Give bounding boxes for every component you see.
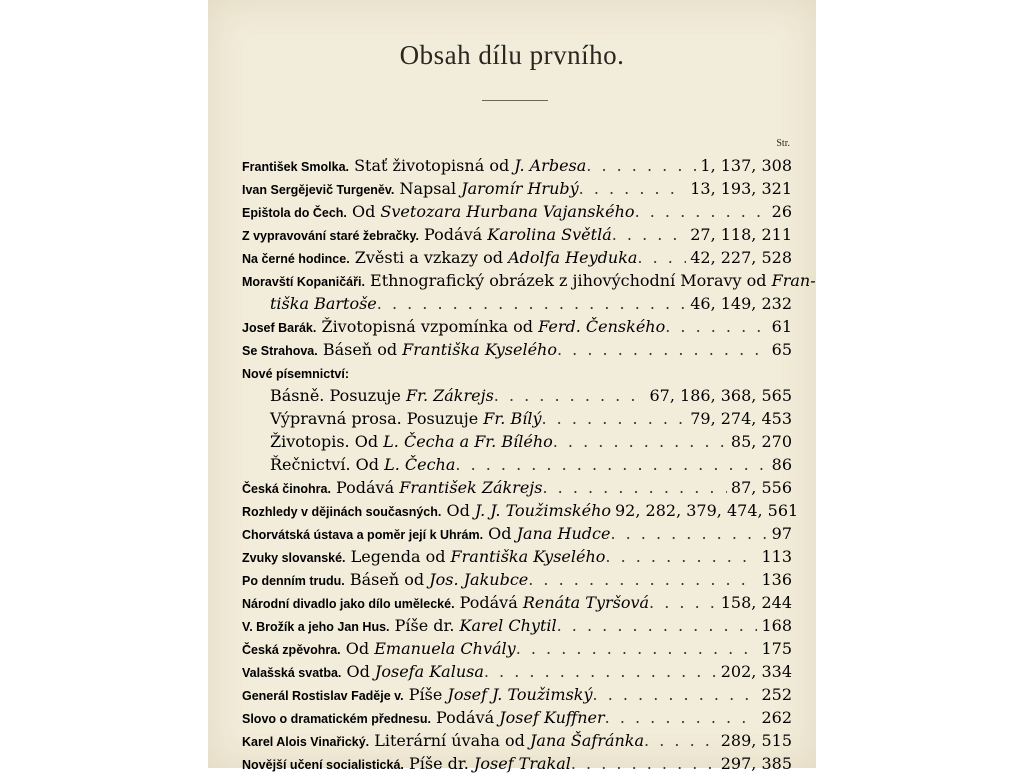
- toc-entry-pages: 168: [761, 616, 792, 635]
- toc-entry-author: Fr. Bílý: [478, 409, 542, 428]
- toc-entry-description: Od: [346, 202, 376, 221]
- dot-leader: [542, 478, 726, 497]
- dot-leader: [635, 202, 768, 221]
- dot-leader: [637, 248, 686, 267]
- toc-entry-pages: 86: [771, 455, 792, 474]
- toc-entry-description: Od: [483, 524, 512, 543]
- toc-entry: [242, 639, 792, 662]
- toc-entry-title: [270, 432, 553, 451]
- toc-entry-title: [270, 294, 377, 313]
- dot-leader: [553, 432, 727, 451]
- page-title: Obsah dílu prvního.: [399, 40, 625, 70]
- toc-entry-pages: 297, 385: [720, 754, 792, 773]
- toc-entry: [242, 478, 792, 501]
- toc-entry-title: [270, 409, 542, 428]
- toc-entry: [242, 593, 792, 616]
- toc-entry-description: Báseň od: [317, 340, 398, 359]
- dot-leader: [649, 593, 717, 612]
- toc-entry: [242, 317, 792, 340]
- toc-entry: [242, 662, 792, 685]
- document-page: [208, 0, 816, 773]
- toc-entry-author: Jos. Jakubce: [424, 570, 529, 589]
- toc-entry-pages: 65: [771, 340, 792, 359]
- toc-entry: [242, 179, 792, 202]
- toc-entry-description: Řečnictví. Od: [270, 455, 379, 474]
- toc-entry-author: Renáta Tyršová: [517, 593, 650, 612]
- toc-entry-title: [242, 524, 610, 543]
- toc-entry-title: [242, 731, 644, 750]
- dot-leader: [571, 754, 717, 773]
- toc-entry: [242, 225, 792, 248]
- toc-entry-pages: 175: [761, 639, 792, 658]
- toc-entry-heading: Česká činohra.: [242, 482, 331, 496]
- toc-entry: [242, 708, 792, 731]
- toc-entry: [242, 616, 792, 639]
- toc-entry-author: tiška Bartoše: [270, 294, 377, 313]
- toc-entry-heading: Epištola do Čech.: [242, 206, 347, 220]
- toc-entry-description: Napsal: [394, 179, 457, 198]
- toc-entry-description: Píše dr.: [389, 616, 455, 635]
- toc-entry-description: Životopisná vzpomínka od: [316, 317, 534, 336]
- toc-entry-heading: Národní divadlo jako dílo umělecké.: [242, 597, 455, 611]
- toc-entry-description: Podává: [430, 708, 495, 727]
- toc-entry-description: Literární úvaha od: [369, 731, 525, 750]
- dot-leader: [605, 708, 758, 727]
- toc-entry-heading: V. Brožík a jeho Jan Hus.: [242, 620, 390, 634]
- dot-leader: [586, 156, 696, 175]
- toc-entry-title: [242, 156, 586, 175]
- toc-entry: [242, 501, 799, 524]
- toc-entry-author: J. J. Toužimského: [469, 501, 611, 520]
- toc-entry-title: [242, 685, 593, 704]
- toc-entry-author: J. Arbesa: [509, 156, 587, 175]
- toc-entry-heading: František Smolka.: [242, 160, 349, 174]
- toc-entry-title: [242, 225, 612, 244]
- toc-entry-pages: 46, 149, 232: [690, 294, 792, 313]
- toc-entry-author: Fr. Zákrejs: [400, 386, 494, 405]
- toc-entry-title: [242, 317, 665, 336]
- toc-entry: [242, 754, 792, 777]
- toc-entry: [242, 271, 816, 294]
- dot-leader: [665, 317, 767, 336]
- toc-entry-pages: 1, 137, 308: [700, 156, 792, 175]
- toc-entry-title: [242, 179, 579, 198]
- toc-entry-description: Legenda od: [345, 547, 446, 566]
- toc-entry-title: [242, 593, 649, 612]
- title-divider: [482, 100, 548, 101]
- toc-entry-title: [242, 639, 516, 658]
- toc-entry-title: [270, 386, 494, 405]
- toc-entry-pages: 87, 556: [730, 478, 792, 497]
- toc-entry-pages: 67, 186, 368, 565: [649, 386, 792, 405]
- toc-entry-author: Emanuela Chvály: [369, 639, 516, 658]
- toc-entry-title: [242, 340, 557, 359]
- toc-entry-title: [242, 202, 635, 221]
- toc-entry-heading: Česká zpěvohra.: [242, 643, 341, 657]
- toc-entry-pages: 97: [771, 524, 792, 543]
- toc-entry-description: Životopis. Od: [270, 432, 379, 451]
- toc-entry-heading: Se Strahova.: [242, 344, 318, 358]
- toc-entry-description: Podává: [454, 593, 518, 612]
- toc-entry-author: Karolina Světlá: [482, 225, 612, 244]
- toc-entry: [242, 547, 792, 570]
- toc-entry-description: Od: [441, 501, 470, 520]
- toc-entry-author: Adolfa Heyduka: [503, 248, 638, 267]
- toc-entry-author: Františka Kyselého: [445, 547, 606, 566]
- toc-entry-description: Podává: [330, 478, 395, 497]
- dot-leader: [605, 547, 757, 566]
- dot-leader: [494, 386, 646, 405]
- dot-leader: [528, 570, 757, 589]
- toc-entry-pages: 27, 118, 211: [690, 225, 792, 244]
- toc-entry-author: Josefa Kalusa: [369, 662, 484, 681]
- toc-entry-author: Fran-: [766, 271, 816, 290]
- toc-entry-heading: Novější učení socialistická.: [242, 758, 404, 772]
- toc-entry-author: Ferd. Čenského: [533, 317, 666, 336]
- toc-entry-title: [242, 501, 611, 520]
- toc-entry-title: [242, 708, 605, 727]
- toc-entry: [242, 340, 792, 363]
- dot-leader: [557, 340, 768, 359]
- toc-entry-heading: Slovo o dramatickém přednesu.: [242, 712, 431, 726]
- toc-entry-pages: 26: [771, 202, 792, 221]
- toc-entry-heading: Zvuky slovanské.: [242, 551, 346, 565]
- toc-entry-description: Od: [341, 662, 370, 681]
- dot-leader: [557, 616, 758, 635]
- toc-entry-heading: Karel Alois Vinařický.: [242, 735, 370, 749]
- toc-entry-description: Výpravná prosa. Posuzuje: [270, 409, 479, 428]
- toc-entry-pages: 92, 282, 379, 474, 561: [615, 501, 799, 520]
- toc-entry-pages: 136: [761, 570, 792, 589]
- toc-entry-heading: Josef Barák.: [242, 321, 317, 335]
- toc-entry-author: L. Čecha a Fr. Bílého: [378, 432, 553, 451]
- table-of-contents: [242, 156, 816, 777]
- toc-entry-title: [242, 271, 816, 290]
- toc-entry-pages: 252: [761, 685, 792, 704]
- toc-entry-author: Františka Kyselého: [397, 340, 557, 359]
- dot-leader: [455, 455, 767, 474]
- toc-entry-pages: 42, 227, 528: [690, 248, 792, 267]
- toc-entry-title: [242, 478, 542, 497]
- toc-entry-author: Jana Šafránka: [524, 731, 645, 750]
- toc-entry-author: Jana Hudce: [511, 524, 611, 543]
- dot-leader: [612, 225, 686, 244]
- toc-entry-title: [242, 547, 605, 566]
- toc-entry-heading: Valašská svatba.: [242, 666, 342, 680]
- toc-entry-title: [242, 363, 349, 382]
- toc-entry-title: [242, 616, 557, 635]
- dot-leader: [593, 685, 758, 704]
- toc-entry-heading: Nové písemnictví:: [242, 367, 349, 381]
- toc-entry-description: Podává: [418, 225, 483, 244]
- toc-entry-heading: Generál Rostislav Faděje v.: [242, 689, 404, 703]
- toc-entry-description: Ethnografický obrázek z jihovýchodní Moravy od: [364, 271, 767, 290]
- dot-leader: [610, 524, 767, 543]
- dot-leader: [377, 294, 686, 313]
- toc-entry: [242, 386, 792, 409]
- toc-entry-pages: 158, 244: [720, 593, 792, 612]
- toc-entry-author: Jaromír Hrubý: [456, 179, 579, 198]
- toc-entry: [242, 248, 792, 271]
- toc-entry-pages: 61: [771, 317, 792, 336]
- dot-leader: [542, 409, 687, 428]
- toc-entry-title: [270, 455, 455, 474]
- toc-entry-author: Karel Chytil: [454, 616, 557, 635]
- toc-entry: [242, 202, 792, 225]
- toc-entry: [242, 409, 792, 432]
- toc-entry-heading: Po denním trudu.: [242, 574, 345, 588]
- toc-entry: [242, 294, 792, 317]
- toc-entry: [242, 524, 792, 547]
- dot-leader: [484, 662, 717, 681]
- toc-entry-author: Josef Trakal: [468, 754, 571, 773]
- dot-leader: [516, 639, 758, 658]
- toc-entry-pages: 85, 270: [730, 432, 792, 451]
- toc-entry: [242, 731, 792, 754]
- dot-leader: [644, 731, 717, 750]
- toc-entry: [242, 432, 792, 455]
- toc-entry: [242, 156, 792, 179]
- toc-entry-pages: 79, 274, 453: [690, 409, 792, 428]
- toc-entry-pages: 289, 515: [720, 731, 792, 750]
- toc-entry-description: Báseň od: [344, 570, 425, 589]
- toc-entry-heading: Chorvátská ústava a poměr její k Uhrám.: [242, 528, 484, 542]
- toc-entry-description: Zvěsti a vzkazy od: [349, 248, 503, 267]
- toc-entry-description: Básně. Posuzuje: [270, 386, 401, 405]
- toc-entry-heading: Moravští Kopaničáři.: [242, 275, 365, 289]
- toc-entry-description: Píše: [403, 685, 443, 704]
- toc-entry-heading: Z vypravování staré žebračky.: [242, 229, 419, 243]
- toc-entry: [242, 455, 792, 478]
- toc-entry-author: Josef J. Toužimský: [442, 685, 593, 704]
- toc-entry: [242, 570, 792, 593]
- toc-entry-title: [242, 754, 571, 773]
- toc-entry-pages: 202, 334: [720, 662, 792, 681]
- toc-entry-description: Od: [340, 639, 370, 658]
- toc-entry-title: [242, 248, 637, 267]
- toc-entry-author: L. Čecha: [378, 455, 456, 474]
- toc-entry-heading: Na černé hodince.: [242, 252, 350, 266]
- toc-entry-author: Josef Kuffner: [494, 708, 605, 727]
- toc-entry-pages: 262: [761, 708, 792, 727]
- toc-entry-heading: Ivan Sergějevič Turgeněv.: [242, 183, 395, 197]
- toc-entry-heading: Rozhledy v dějinách současných.: [242, 505, 442, 519]
- toc-entry-title: [242, 662, 484, 681]
- toc-entry-pages: 13, 193, 321: [690, 179, 792, 198]
- toc-entry-description: Stať životopisná od: [349, 156, 510, 175]
- toc-entry-description: Píše dr.: [403, 754, 469, 773]
- toc-entry-author: František Zákrejs: [394, 478, 543, 497]
- toc-entry: [242, 685, 792, 708]
- toc-entry-pages: 113: [761, 547, 792, 566]
- toc-entry-author: Svetozara Hurbana Vajanského: [375, 202, 635, 221]
- dot-leader: [579, 179, 687, 198]
- toc-entry-title: [242, 570, 528, 589]
- page-column-label: Str.: [776, 138, 790, 149]
- toc-entry: [242, 363, 792, 386]
